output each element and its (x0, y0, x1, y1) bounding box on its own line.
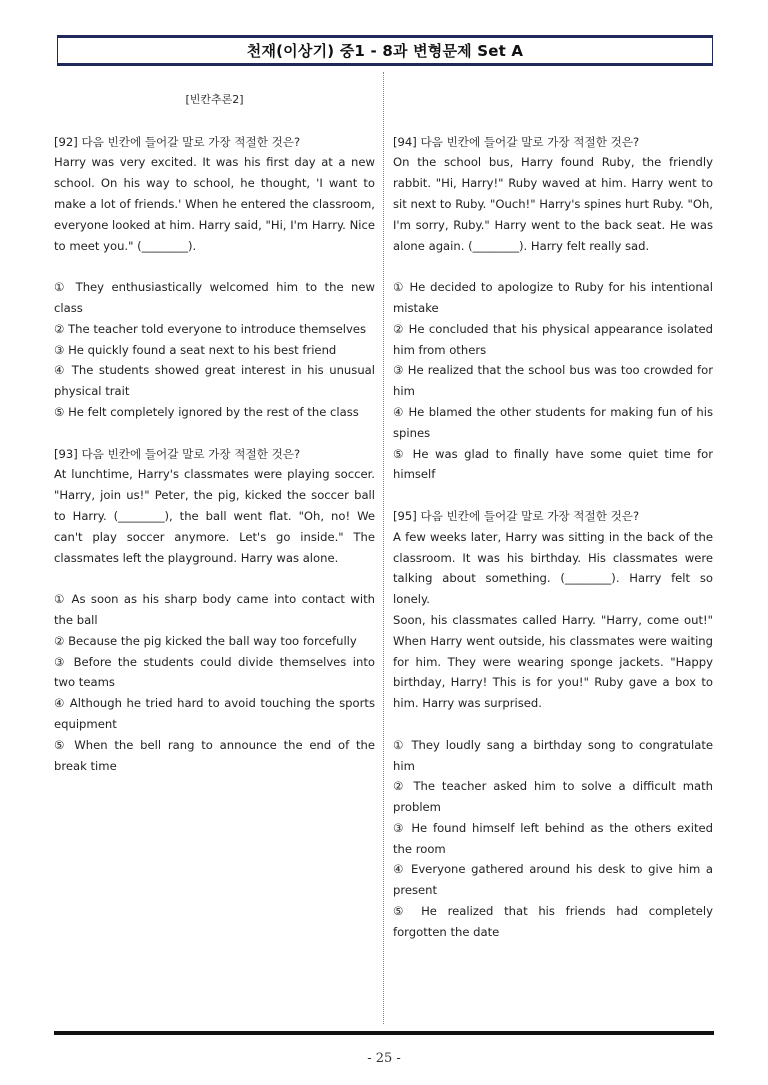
right-column (393, 90, 713, 943)
page-number: - 25 - (367, 1051, 401, 1066)
question-93-option-3: ③ Before the students could divide themselves into two teams (54, 654, 375, 690)
question-92-option-1: ① They enthusiastically welcomed him to the new class (54, 280, 375, 315)
question-92-prompt: [92] 다음 빈칸에 들어갈 말로 가장 적절한 것은? (54, 134, 301, 149)
question-92-option-4: ④ The students showed great interest in his unusual physical trait (54, 363, 375, 399)
question-93-option-2: ② Because the pig kicked the ball way too forcefully (54, 633, 357, 648)
document-title-box (57, 35, 713, 66)
question-93-option-1: ① As soon as his sharp body came into contact with the ball (54, 592, 375, 627)
question-95-passage-1: A few weeks later, Harry was sitting in the back of the classroom. It was his birthday. His classmates were talking about something. (________). Harry felt so lonely. (393, 529, 713, 607)
question-94-option-4: ④ He blamed the other students for making fun of his spines (393, 404, 713, 440)
question-94-option-1: ① He decided to apologize to Ruby for his intentional mistake (393, 280, 713, 315)
question-93-passage: At lunchtime, Harry's classmates were playing soccer. "Harry, join us!" Peter, the pig, kicked the soccer ball to Harry. (________), the ball went flat. "Oh, no! We can't play soccer anymore. Let's go inside." The classmates left the playground. Harry was alone. (54, 467, 375, 565)
question-95-option-5: ⑤ He realized that his friends had completely forgotten the date (393, 904, 713, 939)
question-95-passage-2: Soon, his classmates called Harry. "Harry, come out!" When Harry went outside, his classmates were waiting for him. They were wearing sponge jackets. "Happy birthday, Harry! This is for you!" Ruby gave a box to him. Harry was surprised. (393, 612, 713, 711)
question-94-option-2: ② He concluded that his physical appearance isolated him from others (393, 321, 713, 357)
question-92-option-5: ⑤ He felt completely ignored by the rest of the class (54, 404, 359, 419)
question-95-option-1: ① They loudly sang a birthday song to congratulate him (393, 737, 713, 773)
question-95-option-2: ② The teacher asked him to solve a difficult math problem (393, 779, 713, 815)
question-94-passage: On the school bus, Harry found Ruby, the friendly rabbit. "Hi, Harry!" Ruby waved at him. Harry went to sit next to Ruby. "Ouch!" Harry's spines hurt Ruby. "Oh, I'm sorry, Ruby." Harry went to the back seat. He was alone again. (________). Harry felt really sad. (393, 155, 713, 253)
question-92-option-2: ② The teacher told everyone to introduce themselves (54, 321, 367, 336)
question-92-option-3: ③ He quickly found a seat next to his best friend (54, 342, 337, 357)
question-93-option-4: ④ Although he tried hard to avoid touching the sports equipment (54, 696, 375, 731)
question-95-option-4: ④ Everyone gathered around his desk to give him a present (393, 862, 713, 898)
question-94-option-3: ③ He realized that the school bus was too crowded for him (393, 363, 713, 399)
section-label: [빈칸추론2] (185, 93, 244, 106)
question-94-option-5: ⑤ He was glad to finally have some quiet time for himself (393, 446, 713, 482)
document-title: 천재(이상기) 중1 - 8과 변형문제 Set A (246, 42, 524, 60)
question-92-passage: Harry was very excited. It was his first day at a new school. On his way to school, he thought, 'I want to make a lot of friends.' When he entered the classroom, everyone looked at him. Harry said, "Hi, I'm Harry. Nice to meet you." (________). (54, 155, 375, 253)
column-divider (383, 72, 384, 1024)
question-93-option-5: ⑤ When the bell rang to announce the end of the break time (54, 737, 375, 773)
question-95-option-3: ③ He found himself left behind as the others exited the room (393, 820, 713, 856)
question-95-prompt: [95] 다음 빈칸에 들어갈 말로 가장 적절한 것은? (393, 508, 640, 523)
footer-rule (54, 1031, 714, 1035)
left-column (54, 90, 375, 776)
question-93-prompt: [93] 다음 빈칸에 들어갈 말로 가장 적절한 것은? (54, 446, 301, 461)
question-94-prompt: [94] 다음 빈칸에 들어갈 말로 가장 적절한 것은? (393, 134, 640, 149)
